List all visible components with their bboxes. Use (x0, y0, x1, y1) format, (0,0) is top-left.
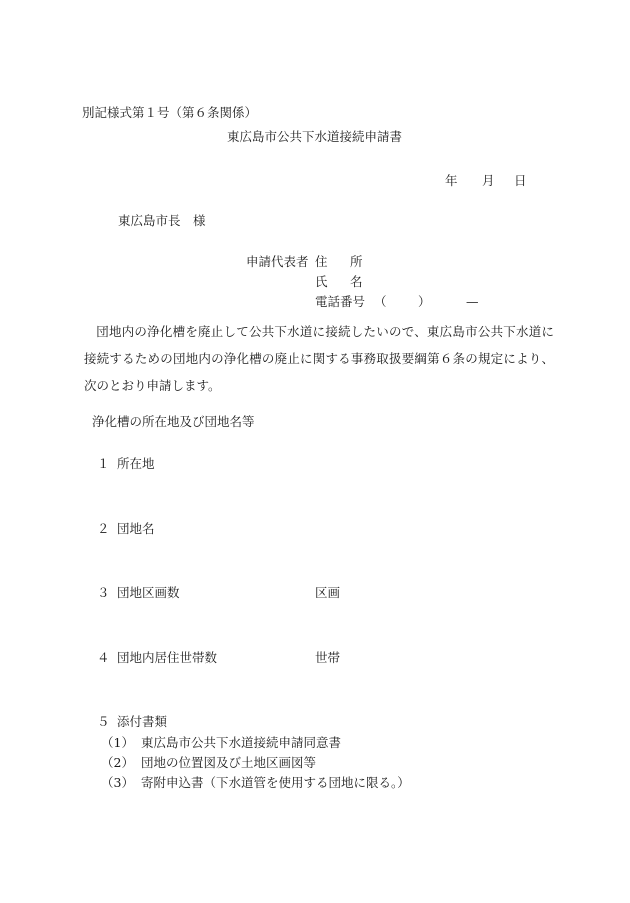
attachments-heading: 添付書類 (117, 714, 168, 729)
body-text: 団地内の浄化槽を廃止して公共下水道に接続したいので、東広島市公共下水道に接続するための団地内の浄化槽の廃止に関する事務取扱要綱第６条の規定により、次のとおり申請します。 (84, 324, 554, 393)
phone-paren-open: （ (374, 294, 387, 309)
applicant-role-label: 申請代表者 (246, 254, 309, 269)
attachment-number: （1） (101, 735, 134, 750)
phone-dash: — (466, 294, 479, 309)
name-label-1: 氏 (315, 274, 328, 289)
item-number: ３ (97, 585, 110, 600)
address-label-2: 所 (350, 254, 363, 269)
item-label: 団地名 (117, 521, 155, 536)
item-unit: 区画 (315, 585, 341, 600)
phone-label: 電話番号 (315, 294, 366, 309)
section-heading: 浄化槽の所在地及び団地名等 (92, 414, 255, 429)
item-number: ４ (97, 650, 110, 665)
body-paragraph (84, 318, 554, 399)
item-number: １ (97, 456, 110, 471)
address-label-1: 住 (315, 254, 328, 269)
date-year: 年 (445, 173, 458, 188)
attachment-text: 団地の位置図及び土地区画図等 (141, 755, 317, 770)
item-label: 団地内居住世帯数 (117, 650, 218, 665)
attachment-number: （3） (101, 775, 134, 790)
item-label: 所在地 (117, 456, 155, 471)
date-day: 日 (514, 173, 527, 188)
form-label: 別記様式第１号（第６条関係） (82, 105, 258, 120)
item-label: 団地区画数 (117, 585, 180, 600)
date-month: 月 (482, 173, 495, 188)
item-number: ２ (97, 521, 110, 536)
attachment-number: （2） (101, 755, 134, 770)
item-unit: 世帯 (315, 650, 341, 665)
name-label-2: 名 (350, 274, 363, 289)
addressee: 東広島市長 様 (118, 213, 206, 228)
attachments-number: ５ (97, 714, 110, 729)
attachment-text: 寄附申込書（下水道管を使用する団地に限る。） (141, 775, 410, 790)
attachment-text: 東広島市公共下水道接続申請同意書 (141, 735, 342, 750)
document-title: 東広島市公共下水道接続申請書 (227, 129, 403, 144)
phone-paren-close: ） (418, 294, 431, 309)
